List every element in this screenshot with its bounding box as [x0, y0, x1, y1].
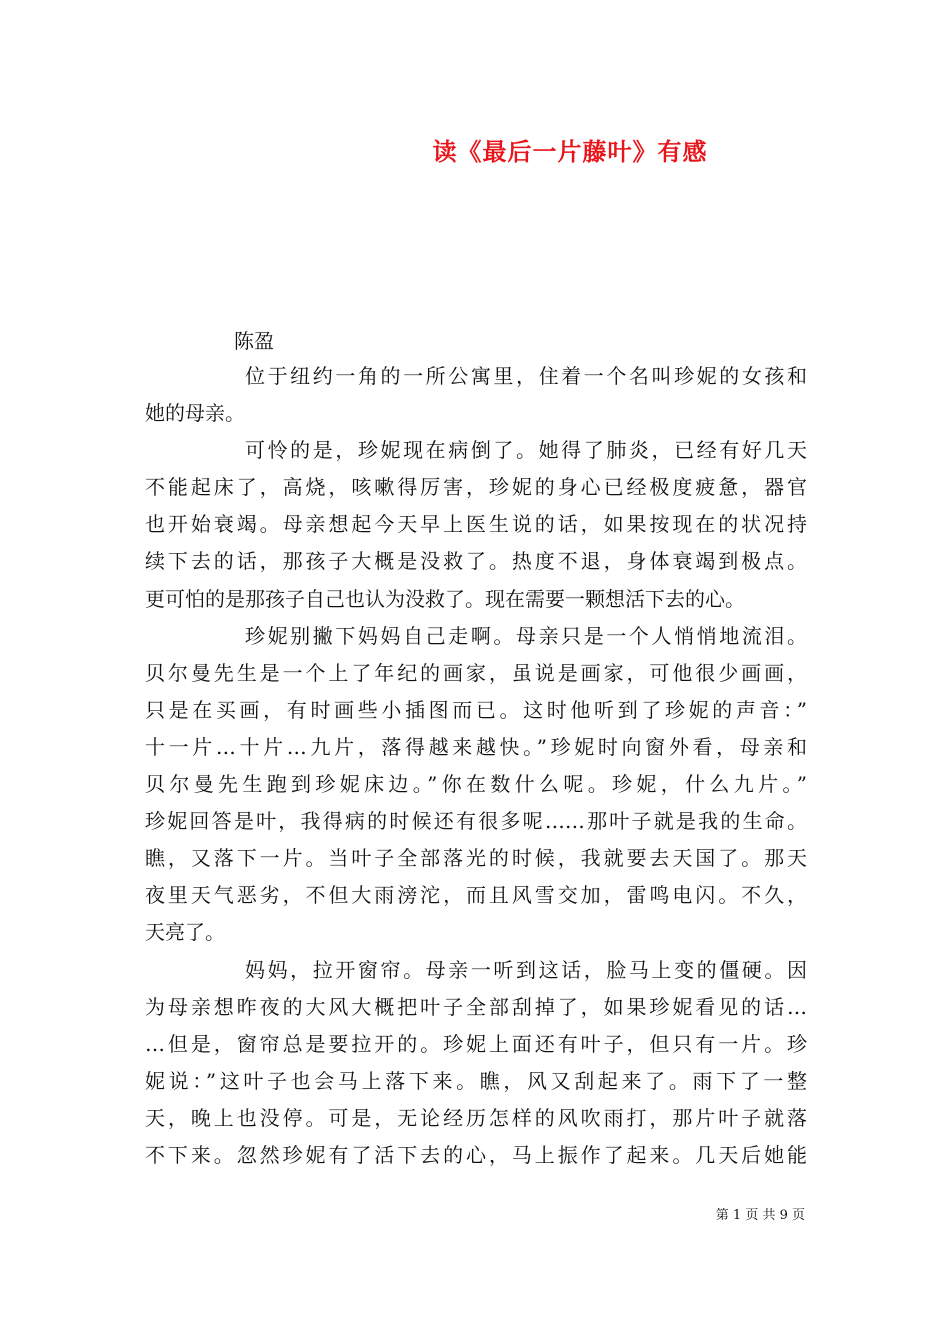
text-line: 她的母亲。 — [145, 401, 245, 426]
paragraph — [145, 952, 807, 1175]
text-line: 更可怕的是那孩子自己也认为没救了。现在需要一颗想活下去的心。 — [145, 586, 745, 611]
document-title: 读《最后一片藤叶》有感 — [432, 137, 708, 166]
text-line: 瞧，又落下一片。当叶子全部落光的时候，我就要去天国了。那天 — [145, 846, 807, 871]
text-line: 天，晚上也没停。可是，无论经历怎样的风吹雨打，那片叶子就落 — [145, 1105, 807, 1130]
text-line: 贝尔曼先生是一个上了年纪的画家，虽说是画家，可他很少画画， — [145, 660, 807, 685]
text-line: 可怜的是，珍妮现在病倒了。她得了肺炎，已经有好几天 — [245, 438, 807, 463]
document-body — [145, 358, 807, 1174]
text-line: 为母亲想昨夜的大风大概把叶子全部刮掉了，如果珍妮看见的话… — [145, 994, 807, 1019]
page-number: 第 1 页 共 9 页 — [715, 1208, 805, 1223]
text-line: 只是在买画，有时画些小插图而已。这时他听到了珍妮的声音：” — [145, 697, 807, 722]
text-line: …但是，窗帘总是要拉开的。珍妮上面还有叶子，但只有一片。珍 — [145, 1031, 807, 1056]
paragraph — [145, 432, 807, 617]
text-line: 不能起床了，高烧，咳嗽得厉害，珍妮的身心已经极度疲惫，器官 — [145, 475, 807, 500]
text-line: 夜里天气恶劣，不但大雨滂沱，而且风雪交加，雷鸣电闪。不久， — [145, 883, 807, 908]
text-line: 十一片…十片…九片，落得越来越快。”珍妮时向窗外看，母亲和 — [145, 734, 807, 759]
text-line: 天亮了。 — [145, 920, 225, 945]
text-line: 妈妈，拉开窗帘。母亲一听到这话，脸马上变的僵硬。因 — [245, 957, 807, 982]
text-line: 也开始衰竭。母亲想起今天早上医生说的话，如果按现在的状况持 — [145, 512, 807, 537]
text-line: 位于纽约一角的一所公寓里，住着一个名叫珍妮的女孩和 — [245, 364, 807, 388]
text-line: 珍妮别撇下妈妈自己走啊。母亲只是一个人悄悄地流泪。 — [245, 623, 807, 648]
text-line: 珍妮回答是叶，我得病的时候还有很多呢……那叶子就是我的生命。 — [145, 809, 807, 834]
text-line: 贝尔曼先生跑到珍妮床边。”你在数什么呢。珍妮，什么九片。” — [145, 772, 807, 797]
text-line: 妮说：”这叶子也会马上落下来。瞧，风又刮起来了。雨下了一整 — [145, 1068, 807, 1093]
text-line: 不下来。忽然珍妮有了活下去的心，马上振作了起来。几天后她能 — [145, 1142, 807, 1167]
text-line: 续下去的话，那孩子大概是没救了。热度不退，身体衰竭到极点。 — [145, 549, 807, 574]
paragraph — [145, 358, 807, 432]
paragraph — [145, 618, 807, 952]
author-name: 陈盈 — [234, 329, 274, 353]
